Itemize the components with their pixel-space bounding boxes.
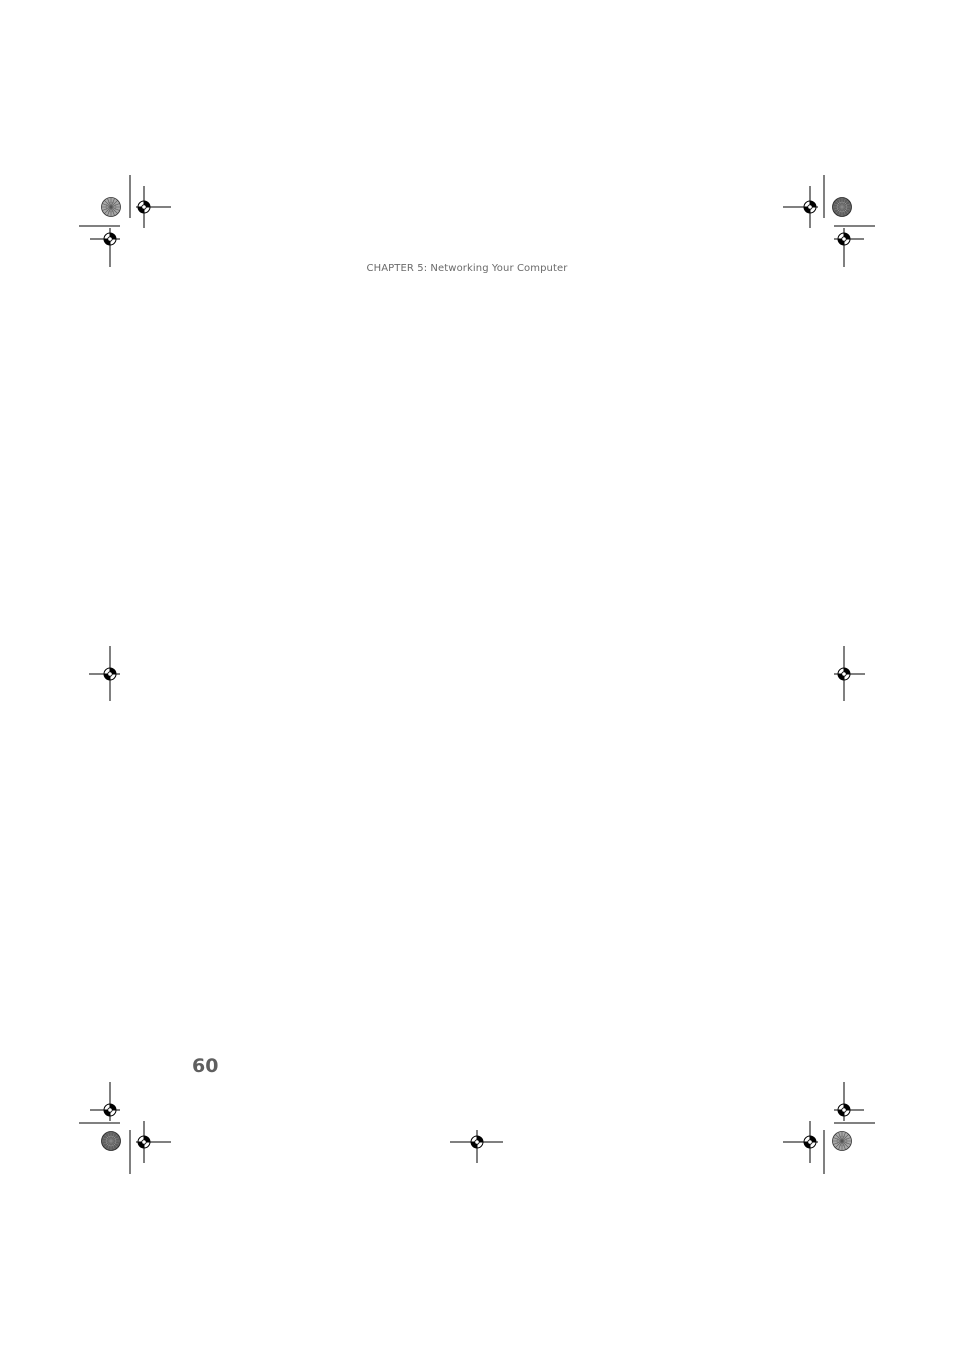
color-wheel-icon bbox=[102, 1132, 121, 1151]
registration-target-icon bbox=[804, 1136, 816, 1148]
registration-target-icon bbox=[838, 1104, 850, 1116]
page-number: 60 bbox=[192, 1055, 219, 1077]
color-wheel-icon bbox=[833, 198, 852, 217]
running-header: CHAPTER 5: Networking Your Computer bbox=[366, 263, 568, 274]
color-wheel-icon bbox=[102, 198, 121, 217]
registration-target-icon bbox=[104, 233, 116, 245]
registration-target-icon bbox=[104, 1104, 116, 1116]
registration-target-icon bbox=[838, 668, 850, 680]
registration-target-icon bbox=[138, 1136, 150, 1148]
color-wheel-icon bbox=[833, 1132, 852, 1151]
registration-target-icon bbox=[104, 668, 116, 680]
crop-lines bbox=[79, 175, 875, 1174]
registration-target-icon bbox=[804, 201, 816, 213]
registration-target-icon bbox=[838, 233, 850, 245]
registration-target-icon bbox=[471, 1136, 483, 1148]
registration-target-icon bbox=[138, 201, 150, 213]
